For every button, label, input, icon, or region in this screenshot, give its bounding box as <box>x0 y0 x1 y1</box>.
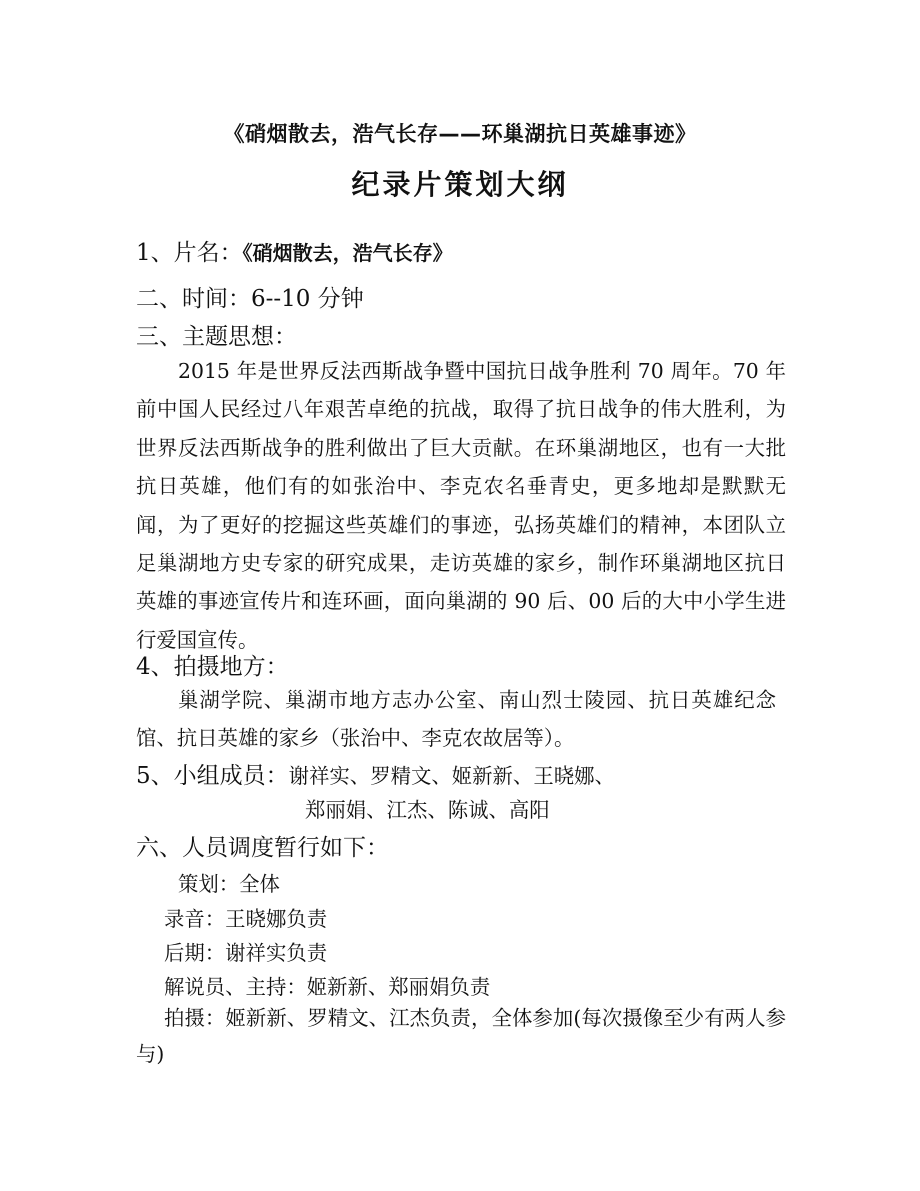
theme-heading: 三、主题思想： <box>136 324 297 350</box>
staff-post: 后期：谢祥实负责 <box>164 941 328 965</box>
staff-recording: 录音：王晓娜负责 <box>164 907 328 931</box>
document-subtitle: 纪录片策划大纲 <box>351 168 569 201</box>
members-heading <box>136 757 615 790</box>
theme-paragraph: 2015 年是世界反法西斯战争暨中国抗日战争胜利 70 周年。70 年前中国人民经过八年艰苦卓绝的抗战，取得了抗日战争的伟大胜利，为世界反法西斯战争的胜利做出了巨大贡献。在环巢湖地区，也有一大批抗日英雄，他们有的如张治中、李克农名垂青史，更多地却是默默无闻，为了更好的挖掘这些英雄们的事迹，弘扬英雄们的精神，本团队立足巢湖地方史专家的研究成果，走访英雄的家乡，制作环巢湖地区抗日英雄的事迹宣传片和连环画，面向巢湖的 90 后、00 后的大中小学生进行爱国宣传。 <box>136 359 786 652</box>
staff-heading: 六、人员调度暂行如下： <box>136 835 389 861</box>
location-paragraph: 巢湖学院、巢湖市地方志办公室、南山烈士陵园、抗日英雄纪念馆、抗日英雄的家乡（张治中、李克农故居等）。 <box>136 688 776 750</box>
staff-narration: 解说员、主持：姬新新、郑丽娟负责 <box>164 975 491 999</box>
document-title: 《硝烟散去，浩气长存——环巢湖抗日英雄事迹》 <box>223 122 697 146</box>
film-name-value: 《硝烟散去，浩气长存》 <box>242 241 453 265</box>
members-line-1: 谢祥实、罗精文、姬新新、王晓娜、 <box>288 764 615 788</box>
members-label: 5、小组成员： <box>136 763 289 789</box>
members-line-2: 郑丽娟、江杰、陈诚、高阳 <box>305 798 550 822</box>
location-heading: 4、拍摄地方： <box>136 654 289 680</box>
time-heading: 二、时间：6--10 分钟 <box>136 286 364 312</box>
staff-filming: 拍摄：姬新新、罗精文、江杰负责，全体参加(每次摄像至少有两人参与) <box>136 1006 786 1066</box>
staff-planning: 策划：全体 <box>178 872 280 896</box>
film-name-label: 1、片名： <box>136 240 243 266</box>
film-name-heading <box>136 234 453 267</box>
